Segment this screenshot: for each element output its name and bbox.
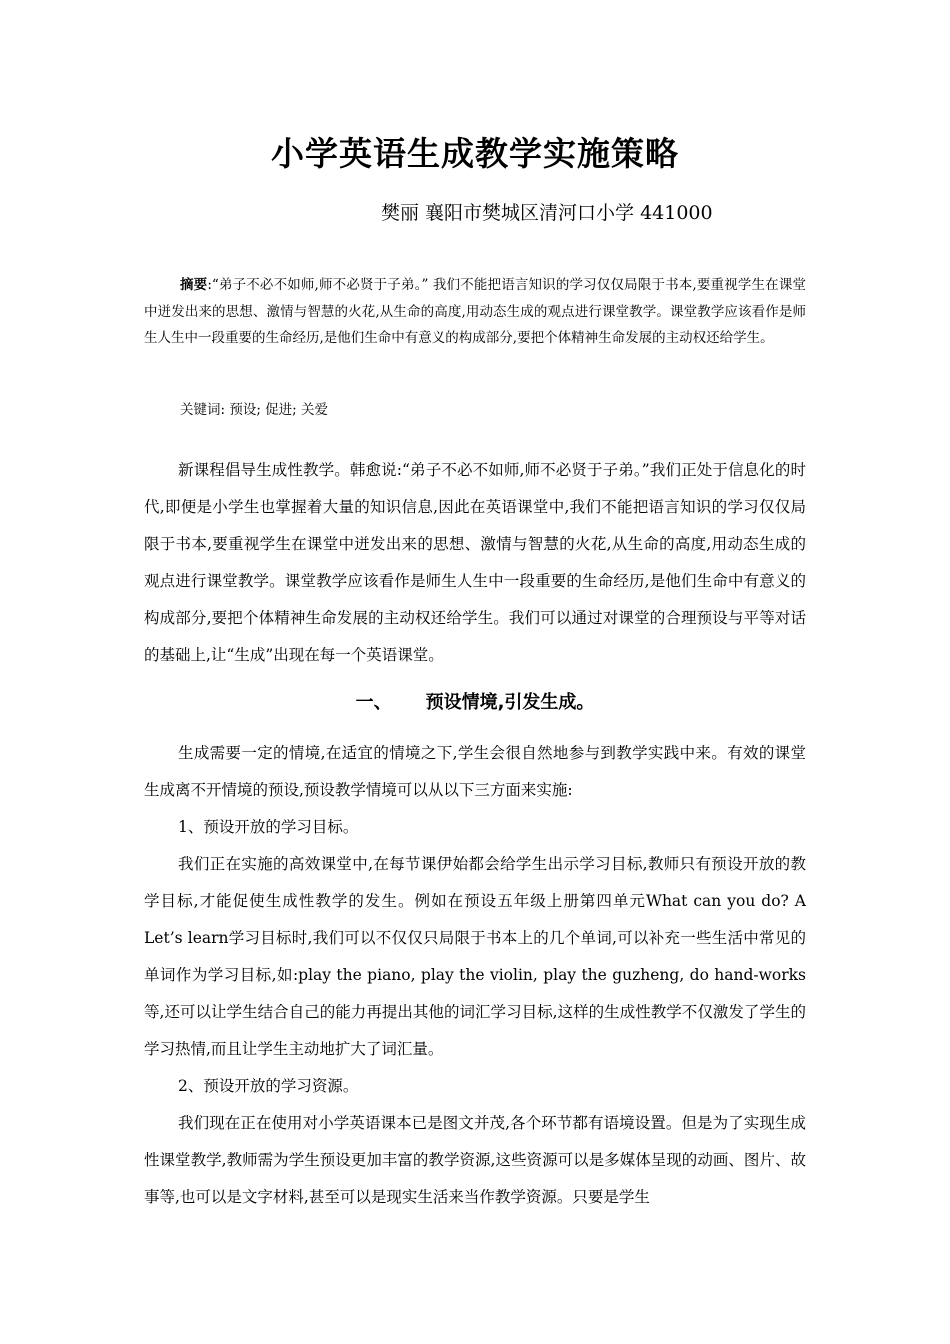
item-2-title: 2、预设开放的学习资源。	[178, 1077, 359, 1095]
item-2-paragraph: 我们现在正在使用对小学英语课本已是图文并茂,各个环节都有语境设置。但是为了实现生成性课堂教学,教师需为学生预设更加丰富的教学资源,这些资源可以是多媒体呈现的动画、图片、故事等,也可以是文字材料,甚至可以是现实生活来当作教学资源。只要是学生	[144, 1114, 806, 1206]
abstract-label: 摘要	[180, 277, 208, 293]
section-intro-paragraph: 生成需要一定的情境,在适宜的情境之下,学生会很自然地参与到教学实践中来。有效的课堂生成离不开情境的预设,预设教学情境可以从以下三方面来实施:	[144, 744, 806, 799]
section-heading	[0, 688, 950, 714]
item-1-title: 1、预设开放的学习目标。	[178, 818, 359, 836]
abstract-text: :“弟子不必不如师,师不必贤于子弟。” 我们不能把语言知识的学习仅仅局限于书本,要重视学生在课堂中迸发出来的思想、激情与智慧的火花,从生命的高度,用动态生成的观点进行课堂教学。课堂教学应该看作是师生人生中一段重要的生命经历,是他们生命中有意义的构成部分,要把个体精神生命发展的主动权还给学生。	[144, 277, 806, 346]
section-number: 一、	[355, 692, 392, 713]
abstract	[144, 272, 806, 352]
document-title: 小学英语生成教学实施策略	[271, 134, 679, 173]
section-heading-text: 预设情境,引发生成。	[425, 692, 595, 713]
intro-paragraph: 新课程倡导生成性教学。韩愈说:“弟子不必不如师,师不必贤于子弟。”我们正处于信息化的时代,即便是小学生也掌握着大量的知识信息,因此在英语课堂中,我们不能把语言知识的学习仅仅局限于书本,要重视学生在课堂中迸发出来的思想、激情与智慧的火花,从生命的高度,用动态生成的观点进行课堂教学。课堂教学应该看作是师生人生中一段重要的生命经历,是他们生命中有意义的构成部分,要把个体精神生命发展的主动权还给学生。我们可以通过对课堂的合理预设与平等对话的基础上,让“生成”出现在每一个英语课堂。	[144, 461, 806, 664]
author-byline: 樊丽 襄阳市樊城区清河口小学 441000	[381, 202, 713, 224]
keywords: 关键词: 预设; 促进; 关爱	[180, 402, 329, 418]
item-1-paragraph: 我们正在实施的高效课堂中,在每节课伊始都会给学生出示学习目标,教师只有预设开放的教学目标,才能促使生成性教学的发生。例如在预设五年级上册第四单元What can you do? A Let’s learn学习目标时,我们可以不仅仅只局限于书本上的几个单词,可以补充一些生活中常见的单词作为学习目标,如:play the piano, play the violin, play the guzheng, do hand-works等,还可以让学生结合自己的能力再提出其他的词汇学习目标,这样的生成性教学不仅激发了学生的学习热情,而且让学生主动地扩大了词汇量。	[144, 855, 806, 1058]
